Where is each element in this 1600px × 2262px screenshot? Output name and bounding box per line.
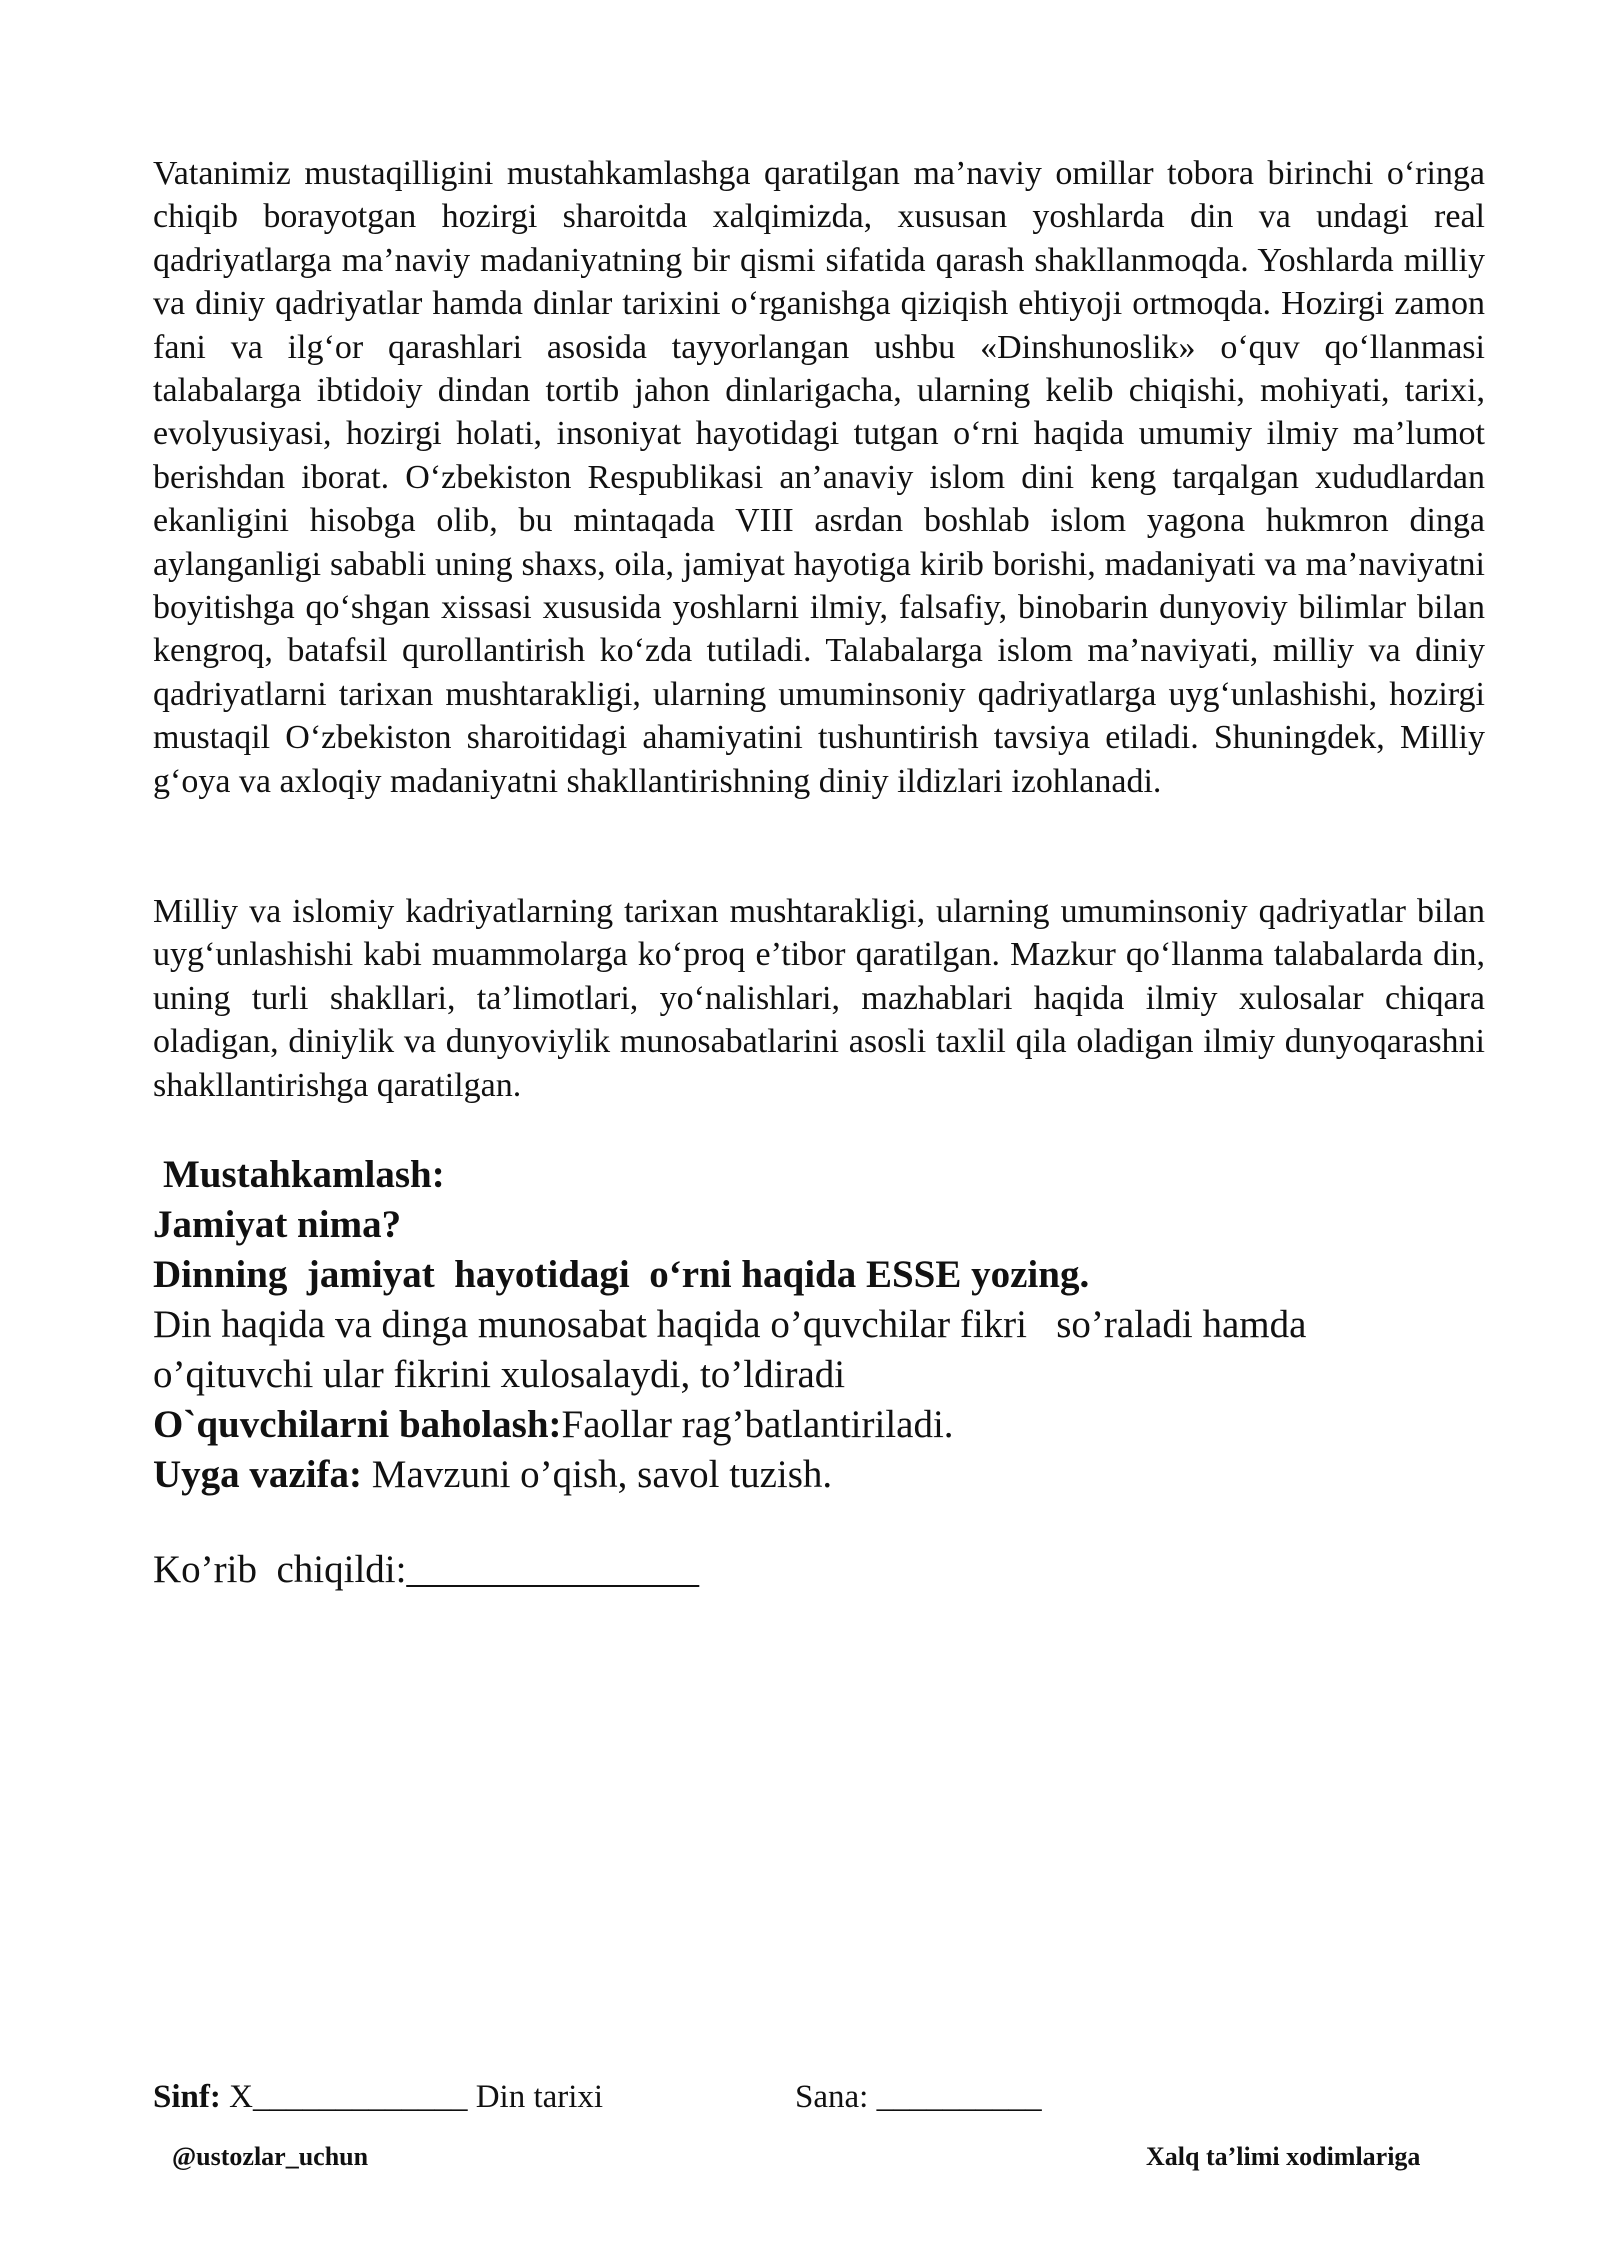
audience-label: Xalq ta’limi xodimlariga	[1146, 2142, 1421, 2171]
class-value: X_____________ Din tarixi	[220, 2079, 604, 2115]
grading-line	[153, 1400, 1513, 1450]
grading-label: O`quvchilarni baholash:	[153, 1403, 562, 1446]
reviewed-text: Ko’rib chiqildi:_______________	[153, 1548, 699, 1591]
channel-handle: @ustozlar_uchun	[172, 2142, 369, 2171]
question-1	[153, 1200, 1513, 1250]
homework-label: Uyga vazifa:	[153, 1453, 363, 1496]
footer-class-line	[153, 2077, 1042, 2117]
body-paragraph-1: Vatanimiz mustaqilligini mustahkamlashga qaratilgan ma’naviy omillar tobora birinchi o‘ringa chiqib borayotgan hozirgi sharoitda xalqimizda, xususan yoshlarda din va undagi real qadriyatlarga ma’naviy madaniyatning bir qismi sifatida qarash shakllanmoqda. Yoshlarda milliy va diniy qadriyatlar hamda dinlar tarixini o‘rganishga qiziqish ehtiyoji ortmoqda. Hozirgi zamon fani va ilg‘or qarashlari asosida tayyorlangan ushbu «Dinshunoslik» o‘quv qo‘llanmasi talabalarga ibtidoiy dindan tortib jahon dinlarigacha, ularning kelib chiqishi, mohiyati, tarixi, evolyusiyasi, hozirgi holati, insoniyat hayotidagi tutgan o‘rni haqida umumiy ilmiy ma’lumot berishdan iborat. O‘zbekiston Respublikasi an’anaviy islom dini keng tarqalgan xududlardan ekanligini hisobga olib, bu mintaqada VIII asrdan boshlab islom yagona hukmron dinga aylanganligi sababli uning shaxs, oila, jamiyat hayotiga kirib borishi, madaniyati va ma’naviyatni boyitishga qo‘shgan xissasi xususida yoshlarni ilmiy, falsafiy, binobarin dunyoviy bilimlar bilan kengroq, batafsil qurollantirish ko‘zda tutiladi. Talabalarga islom ma’naviyati, milliy va diniy qadriyatlarni tarixan mushtarakligi, ularning umuminsoniy qadriyatlarga uyg‘unlashishi, hozirgi mustaqil O‘zbekiston sharoitidagi ahamiyatini tushuntirish tavsiya etiladi. Shuningdek, Milliy g‘oya va axloqiy madaniyatni shakllantirishning diniy ildizlari izohlanadi.	[153, 155, 1485, 800]
section-heading-text: Mustahkamlash:	[163, 1153, 445, 1196]
discussion-text	[153, 1300, 1513, 1399]
homework-line	[153, 1450, 1513, 1500]
date-field: Sana: __________	[795, 2079, 1042, 2115]
body-paragraph-2: Milliy va islomiy kadriyatlarning tarixan mushtarakligi, ularning umuminsoniy qadriyatlar bilan uyg‘unlashishi kabi muammolarga ko‘proq e’tibor qaratilgan. Mazkur qo‘llanma talabalarda din, uning turli shakllari, ta’limotlari, yo‘nalishlari, mazhablari haqida ilmiy xulosalar chiqara oladigan, diniylik va dunyoviylik munosabatlarini asosli taxlil qila oladigan ilmiy dunyoqarashni shakllantirishga qaratilgan.	[153, 893, 1485, 1104]
grading-text: Faollar rag’batlantiriladi.	[561, 1403, 954, 1446]
question-1-text: Jamiyat nima?	[153, 1203, 402, 1246]
question-2-text: Dinning jamiyat hayotidagi o‘rni haqida ESSE yozing.	[153, 1253, 1090, 1296]
question-2	[153, 1250, 1513, 1300]
discussion-line-1: Din haqida va dinga munosabat haqida o’quvchilar fikri so’raladi hamda	[153, 1303, 1307, 1346]
class-label: Sinf:	[153, 2079, 221, 2115]
homework-text: Mavzuni o’qish, savol tuzish.	[362, 1453, 833, 1496]
discussion-line-2: o’qituvchi ular fikrini xulosalaydi, to’ldiradi	[153, 1352, 846, 1396]
reviewed-signature-line	[153, 1545, 1513, 1595]
section-heading	[163, 1150, 1523, 1200]
